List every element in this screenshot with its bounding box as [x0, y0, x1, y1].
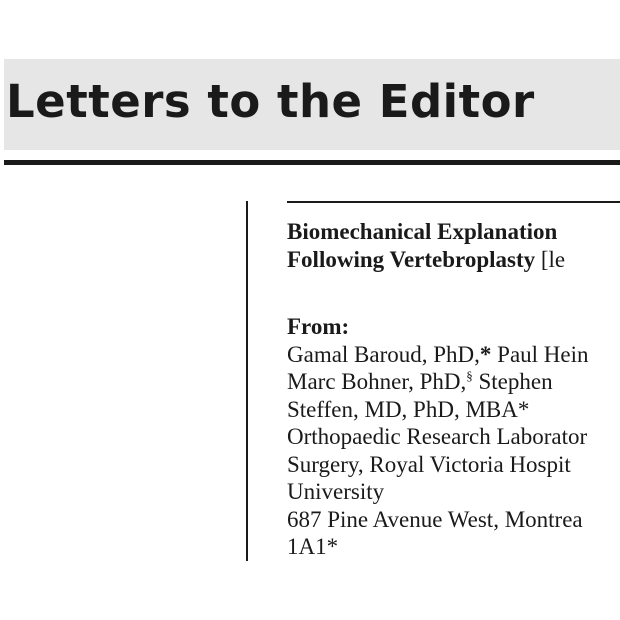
author-line-1: Gamal Baroud, PhD,* Paul Hein: [287, 341, 589, 367]
article-title-text-1: Biomechanical Explanation: [287, 219, 558, 244]
article-title-note: [le: [540, 246, 566, 272]
article-title-text-2: Following Vertebroplasty: [287, 246, 536, 272]
article: [287, 218, 620, 563]
author-line-3: Steffen, MD, PhD, MBA*: [287, 396, 530, 422]
author-footnote-mark: §: [466, 368, 473, 383]
affiliation-line-2: Surgery, Royal Victoria Hospit: [287, 451, 571, 477]
address: [287, 506, 620, 561]
column-divider: [246, 201, 248, 561]
author-line-2: Marc Bohner, PhD,§ Stephen: [287, 368, 553, 394]
author-list: [287, 341, 620, 424]
article-title-line-2: [287, 246, 620, 274]
section-title: Letters to the Editor: [6, 75, 535, 128]
header-rule: [4, 160, 620, 165]
affiliation-line-1: Orthopaedic Research Laborator: [287, 424, 588, 449]
affiliation: [287, 423, 620, 506]
address-line-2: 1A1*: [287, 534, 339, 559]
from-heading: From:: [287, 314, 350, 339]
address-line-1: 687 Pine Avenue West, Montrea: [287, 506, 583, 532]
article-top-rule: [287, 201, 620, 203]
author-footnote-mark: *: [479, 341, 492, 367]
article-title-line-1: [287, 218, 620, 246]
affiliation-line-3: University: [287, 479, 385, 504]
